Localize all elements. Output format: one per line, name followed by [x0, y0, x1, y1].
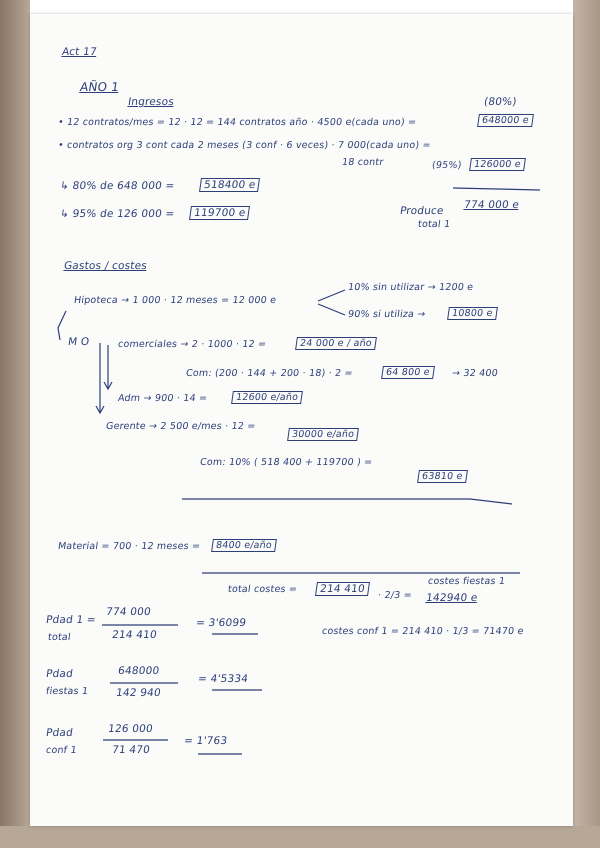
pdad-fiestas-result: = 4'5334 — [197, 673, 249, 685]
produce-total-label: total 1 — [417, 219, 451, 230]
pdad-total-sub: total — [47, 632, 72, 643]
income-heading: Ingresos — [127, 96, 175, 108]
pdad-conf-denominator: 71 470 — [111, 744, 151, 756]
gerente-comision-line: Com: 10% ( 518 400 + 119700 ) = — [199, 457, 374, 468]
material-result: 8400 e/año — [211, 539, 277, 552]
gerente-result: 30000 e/año — [287, 428, 359, 441]
total-costs-label: total costes = — [227, 584, 298, 595]
costs-heading: Gastos / costes — [63, 260, 148, 272]
income-line-3-result: 518400 e — [199, 178, 260, 192]
income-line-2-sub: 18 contr — [341, 157, 385, 168]
income-line-1: • 12 contratos/mes = 12 · 12 = 144 contratos año · 4500 e(cada uno) = — [57, 117, 417, 128]
income-line-2-result: 126000 e — [469, 158, 526, 171]
hipoteca-unused: 10% sin utilizar → 1200 e — [347, 282, 474, 293]
percent-95: (95%) — [431, 160, 463, 171]
produce-label: Produce — [399, 205, 445, 217]
pdad-conf-sub: conf 1 — [45, 745, 78, 756]
pdad-fiestas-label: Pdad — [45, 668, 74, 680]
income-line-2: • contratos org 3 cont cada 2 meses (3 conf · 6 veces) · 7 000(cada uno) = — [57, 140, 432, 151]
percent-80: (80%) — [483, 96, 518, 108]
year-heading: AÑO 1 — [79, 80, 121, 94]
pdad-total-label: Pdad 1 = — [45, 614, 97, 626]
adm-line: Adm → 900 · 14 = — [117, 393, 208, 404]
pdad-conf-label: Pdad — [45, 727, 74, 739]
pdad-total-denominator: 214 410 — [111, 629, 158, 641]
pdad-fiestas-sub: fiestas 1 — [45, 686, 89, 697]
income-line-3: ↳ 80% de 648 000 = — [59, 180, 176, 192]
pdad-conf-numerator: 126 000 — [107, 723, 154, 735]
total-costs-result: 214 410 — [315, 582, 370, 596]
hipoteca-line: Hipoteca → 1 000 · 12 meses = 12 000 e — [73, 295, 277, 306]
comision-half: → 32 400 — [451, 368, 499, 379]
activity-title: Act 17 — [61, 46, 98, 58]
comision-line: Com: (200 · 144 + 200 · 18) · 2 = — [185, 368, 354, 379]
hipoteca-used: 90% si utiliza → — [347, 309, 427, 320]
pdad-total-numerator: 774 000 — [105, 606, 152, 618]
income-line-4-result: 119700 e — [189, 206, 250, 220]
comision-result: 64 800 e — [381, 366, 435, 379]
pdad-conf-result: = 1'763 — [183, 735, 228, 747]
hipoteca-used-result: 10800 e — [447, 307, 497, 320]
pdad-total-result: = 3'6099 — [195, 617, 247, 629]
costes-conf-line: costes conf 1 = 214 410 · 1/3 = 71470 e — [321, 626, 525, 637]
pdad-fiestas-numerator: 648000 — [117, 665, 161, 677]
costes-fiestas-label: costes fiestas 1 — [427, 576, 506, 587]
comerciales-line: comerciales → 2 · 1000 · 12 = — [117, 339, 267, 350]
income-line-4: ↳ 95% de 126 000 = — [59, 208, 176, 220]
produce-value: 774 000 e — [463, 199, 520, 211]
comerciales-result: 24 000 e / año — [295, 337, 377, 350]
costes-fiestas-value: 142940 e — [425, 592, 479, 604]
pdad-fiestas-denominator: 142 940 — [115, 687, 162, 699]
costes-fiestas-calc: · 2/3 = — [377, 590, 413, 601]
adm-result: 12600 e/año — [231, 391, 303, 404]
mano-obra-label: M O — [67, 336, 91, 348]
material-line: Material = 700 · 12 meses = — [57, 541, 201, 552]
income-line-1-result: 648000 e — [477, 114, 534, 127]
gerente-comision-result: 63810 e — [417, 470, 467, 483]
gerente-line: Gerente → 2 500 e/mes · 12 = — [105, 421, 257, 432]
